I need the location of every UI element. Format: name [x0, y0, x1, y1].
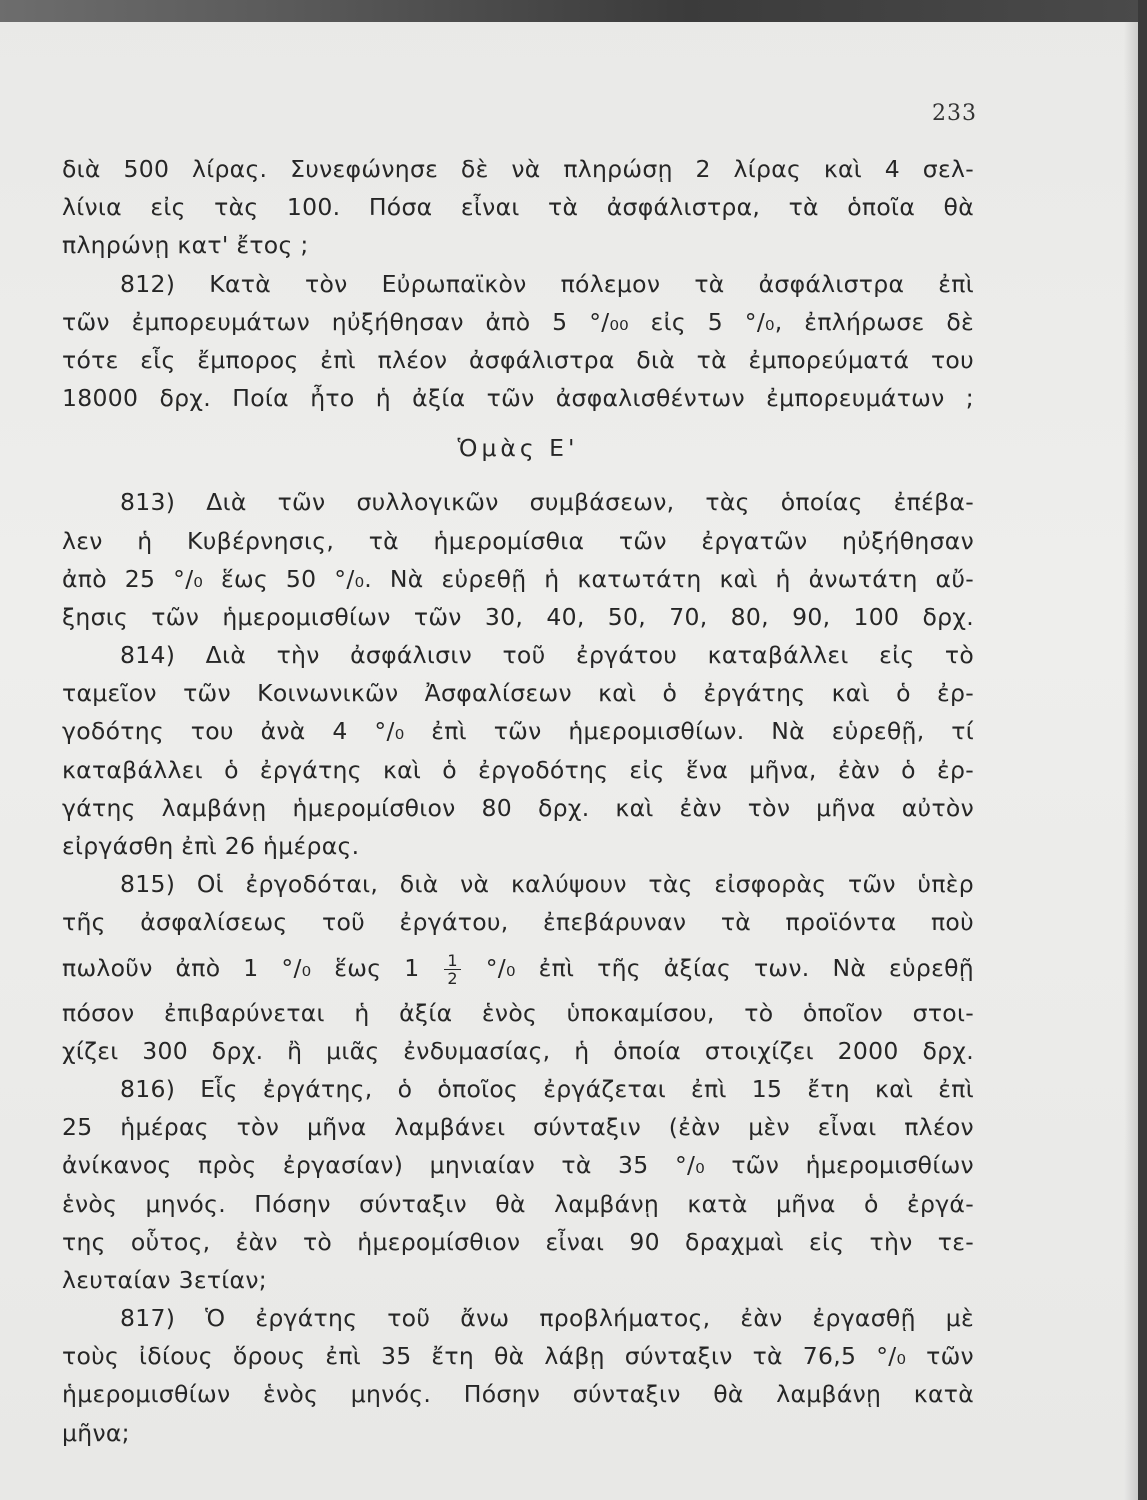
- text-line: ξησις τῶν ἡμερομισθίων τῶν 30, 40, 50, 70, 80, 90, 100 δρχ.: [62, 602, 974, 631]
- text-line: διὰ 500 λίρας. Συνεφώνησε δὲ νὰ πληρώσῃ 2 λίρας καὶ 4 σελ-: [62, 155, 974, 183]
- problem-815-line: 815) Οἱ ἐργοδόται, διὰ νὰ καλύψουν τὰς εἰσφορὰς τῶν ὑπὲρ: [120, 870, 974, 899]
- page-number: 233: [932, 101, 977, 126]
- text-line: της οὗτος, ἐὰν τὸ ἡμερομίσθιον εἶναι 90 δραχμαὶ εἰς τὴν τε-: [62, 1227, 974, 1256]
- text-line: γοδότης του ἀνὰ 4 °/₀ ἐπὶ τῶν ἡμερομισθίων. Νὰ εὑρεθῇ, τί: [62, 717, 974, 746]
- text-line: ἑνὸς μηνός. Πόσην σύνταξιν θὰ λαμβάνῃ κατὰ μῆνα ὁ ἐργά-: [62, 1189, 974, 1218]
- page-top-edge: [0, 0, 1147, 22]
- text-line: ἀπὸ 25 °/₀ ἕως 50 °/₀. Νὰ εὑρεθῇ ἡ κατωτάτη καὶ ἡ ἀνωτάτη αὔ-: [62, 564, 974, 593]
- text-line: καταβάλλει ὁ ἐργάτης καὶ ὁ ἐργοδότης εἰς ἕνα μῆνα, ἐὰν ὁ ἐρ-: [62, 755, 974, 784]
- text-line: ἡμερομισθίων ἑνὸς μηνός. Πόσην σύνταξιν θὰ λαμβάνῃ κατὰ: [62, 1380, 974, 1409]
- problem-813-line: 813) Διὰ τῶν συλλογικῶν συμβάσεων, τὰς ὁποίας ἐπέβα-: [120, 488, 974, 517]
- fraction-denominator: 2: [447, 968, 458, 988]
- page-right-shadow: [1124, 22, 1138, 1500]
- text-line: τῆς ἀσφαλίσεως τοῦ ἐργάτου, ἐπεβάρυναν τὰ προϊόντα ποὺ: [62, 908, 974, 937]
- text-line: γάτης λαμβάνῃ ἡμερομίσθιον 80 δρχ. καὶ ἐὰν τὸν μῆνα αὐτὸν: [62, 793, 974, 822]
- text-line: 25 ἡμέρας τὸν μῆνα λαμβάνει σύνταξιν (ἐὰν μὲν εἶναι πλέον: [62, 1113, 974, 1142]
- text-line: λίνια εἰς τὰς 100. Πόσα εἶναι τὰ ἀσφάλιστρα, τὰ ὁποῖα θὰ: [62, 193, 974, 222]
- problem-812-line: 812) Κατὰ τὸν Εὐρωπαϊκὸν πόλεμον τὰ ἀσφάλιστρα ἐπὶ: [120, 269, 974, 298]
- text-segment: πωλοῦν ἀπὸ 1 °/₀ ἕως 1: [62, 953, 420, 982]
- page-text: [62, 150, 974, 1452]
- text-line: λευταίαν 3ετίαν;: [62, 1265, 267, 1294]
- text-line: μῆνα;: [62, 1418, 130, 1447]
- problem-816-line: 816) Εἷς ἐργάτης, ὁ ὁποῖος ἐργάζεται ἐπὶ 15 ἔτη καὶ ἐπὶ: [120, 1074, 974, 1103]
- fraction-numerator: 1: [444, 952, 460, 970]
- text-line: ἀνίκανος πρὸς ἐργασίαν) μηνιαίαν τὰ 35 °/₀ τῶν ἡμερομισθίων: [62, 1151, 974, 1180]
- text-line: ταμεῖον τῶν Κοινωνικῶν Ἀσφαλίσεων καὶ ὁ ἐργάτης καὶ ὁ ἐρ-: [62, 679, 974, 708]
- text-line: πόσον ἐπιβαρύνεται ἡ ἀξία ἑνὸς ὑποκαμίσου, τὸ ὁποῖον στοι-: [62, 998, 974, 1027]
- text-segment: °/₀ ἐπὶ τῆς ἀξίας των. Νὰ εὑρεθῇ: [485, 953, 974, 982]
- problem-814-line: 814) Διὰ τὴν ἀσφάλισιν τοῦ ἐργάτου καταβάλλει εἰς τὸ: [120, 641, 974, 670]
- section-heading: Ὁμὰς Ε': [457, 434, 579, 463]
- text-line: τῶν ἐμπορευμάτων ηὐξήθησαν ἀπὸ 5 °/₀₀ εἰς 5 °/₀, ἐπλήρωσε δὲ: [62, 307, 974, 336]
- text-line: χίζει 300 δρχ. ἢ μιᾶς ἐνδυμασίας, ἡ ὁποία στοιχίζει 2000 δρχ.: [62, 1036, 974, 1065]
- text-line: τότε εἷς ἔμπορος ἐπὶ πλέον ἀσφάλιστρα διὰ τὰ ἐμπορεύματά του: [62, 345, 974, 374]
- page-right-edge: [1138, 0, 1147, 1500]
- text-line: πληρώνῃ κατ' ἔτος ;: [62, 231, 309, 260]
- text-line: 18000 δρχ. Ποία ἦτο ἡ ἀξία τῶν ἀσφαλισθέντων ἐμπορευμάτων ;: [62, 384, 974, 413]
- text-line: εἰργάσθη ἐπὶ 26 ἡμέρας.: [62, 832, 360, 860]
- fraction: [444, 952, 460, 987]
- text-line: τοὺς ἰδίους ὅρους ἐπὶ 35 ἔτη θὰ λάβῃ σύνταξιν τὰ 76,5 °/₀ τῶν: [62, 1342, 974, 1371]
- text-line: λεν ἡ Κυβέρνησις, τὰ ἡμερομίσθια τῶν ἐργατῶν ηὐξήθησαν: [62, 526, 974, 555]
- problem-817-line: 817) Ὁ ἐργάτης τοῦ ἄνω προβλήματος, ἐὰν ἐργασθῇ μὲ: [120, 1304, 974, 1333]
- text-line-with-fraction: [62, 942, 974, 994]
